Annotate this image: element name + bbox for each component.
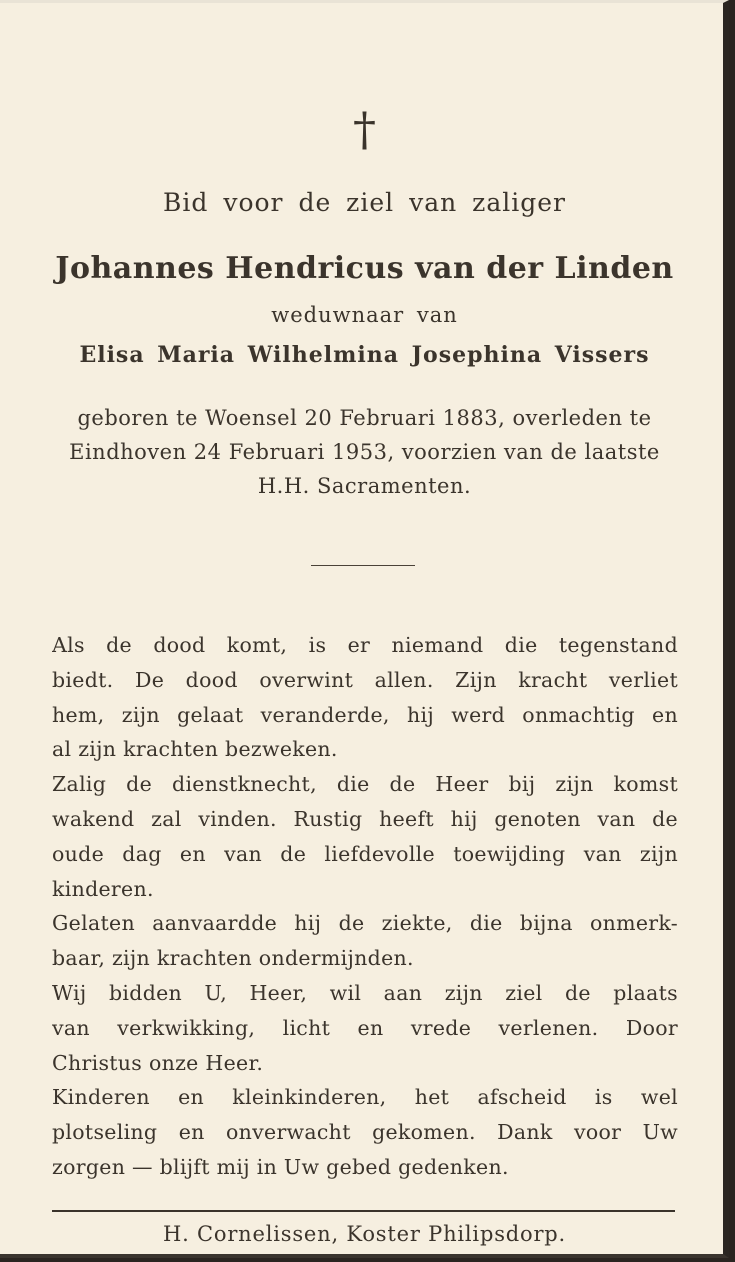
intro-line: Bid voor de ziel van zaliger — [163, 188, 566, 217]
text-line: al zijn krachten bezweken. — [52, 737, 338, 762]
deceased-name: Johannes Hendricus van der Linden — [55, 251, 674, 286]
text-line: Zalig de dienstknecht, die de Heer bij zijn komst — [52, 772, 678, 797]
memorial-text — [52, 628, 678, 1185]
text-line: zorgen — blijft mij in Uw gebed gedenken. — [52, 1154, 509, 1179]
relation-line: weduwnaar van — [271, 303, 458, 327]
text-line: Kinderen en kleinkinderen, het afscheid is wel — [52, 1085, 678, 1110]
cross-icon: † — [353, 102, 376, 156]
section-divider — [311, 565, 415, 566]
footer-credit: H. Cornelissen, Koster Philipsdorp. — [162, 1222, 567, 1246]
details-line: Eindhoven 24 Februari 1953, voorzien van de laatste — [69, 440, 660, 464]
details-line: H.H. Sacramenten. — [257, 474, 472, 498]
text-line: plotseling en onverwacht gekomen. Dank voor Uw — [52, 1120, 678, 1145]
text-line: oude dag en van de liefdevolle toewijding van zijn — [52, 841, 678, 866]
text-line: Christus onze Heer. — [52, 1050, 264, 1075]
text-line: kinderen. — [52, 876, 154, 901]
text-line: wakend zal vinden. Rustig heeft hij genoten van de — [52, 806, 678, 831]
text-line: Gelaten aanvaardde hij de ziekte, die bijna onmerk- — [52, 911, 678, 936]
text-line: Als de dood komt, is er niemand die tegenstand — [52, 633, 678, 657]
text-line: baar, zijn krachten ondermijnden. — [52, 946, 414, 971]
text-line: biedt. De dood overwint allen. Zijn kracht verliet — [52, 667, 678, 692]
text-line: hem, zijn gelaat veranderde, hij werd onmachtig en — [52, 702, 678, 727]
footer-rule — [52, 1210, 675, 1212]
text-line: van verkwikking, licht en vrede verlenen. Door — [52, 1015, 678, 1040]
spouse-name: Elisa Maria Wilhelmina Josephina Vissers — [79, 342, 650, 368]
details-line: geboren te Woensel 20 Februari 1883, overleden te — [77, 406, 652, 430]
text-line: Wij bidden U, Heer, wil aan zijn ziel de plaats — [52, 980, 678, 1005]
birth-death-details — [0, 401, 729, 503]
